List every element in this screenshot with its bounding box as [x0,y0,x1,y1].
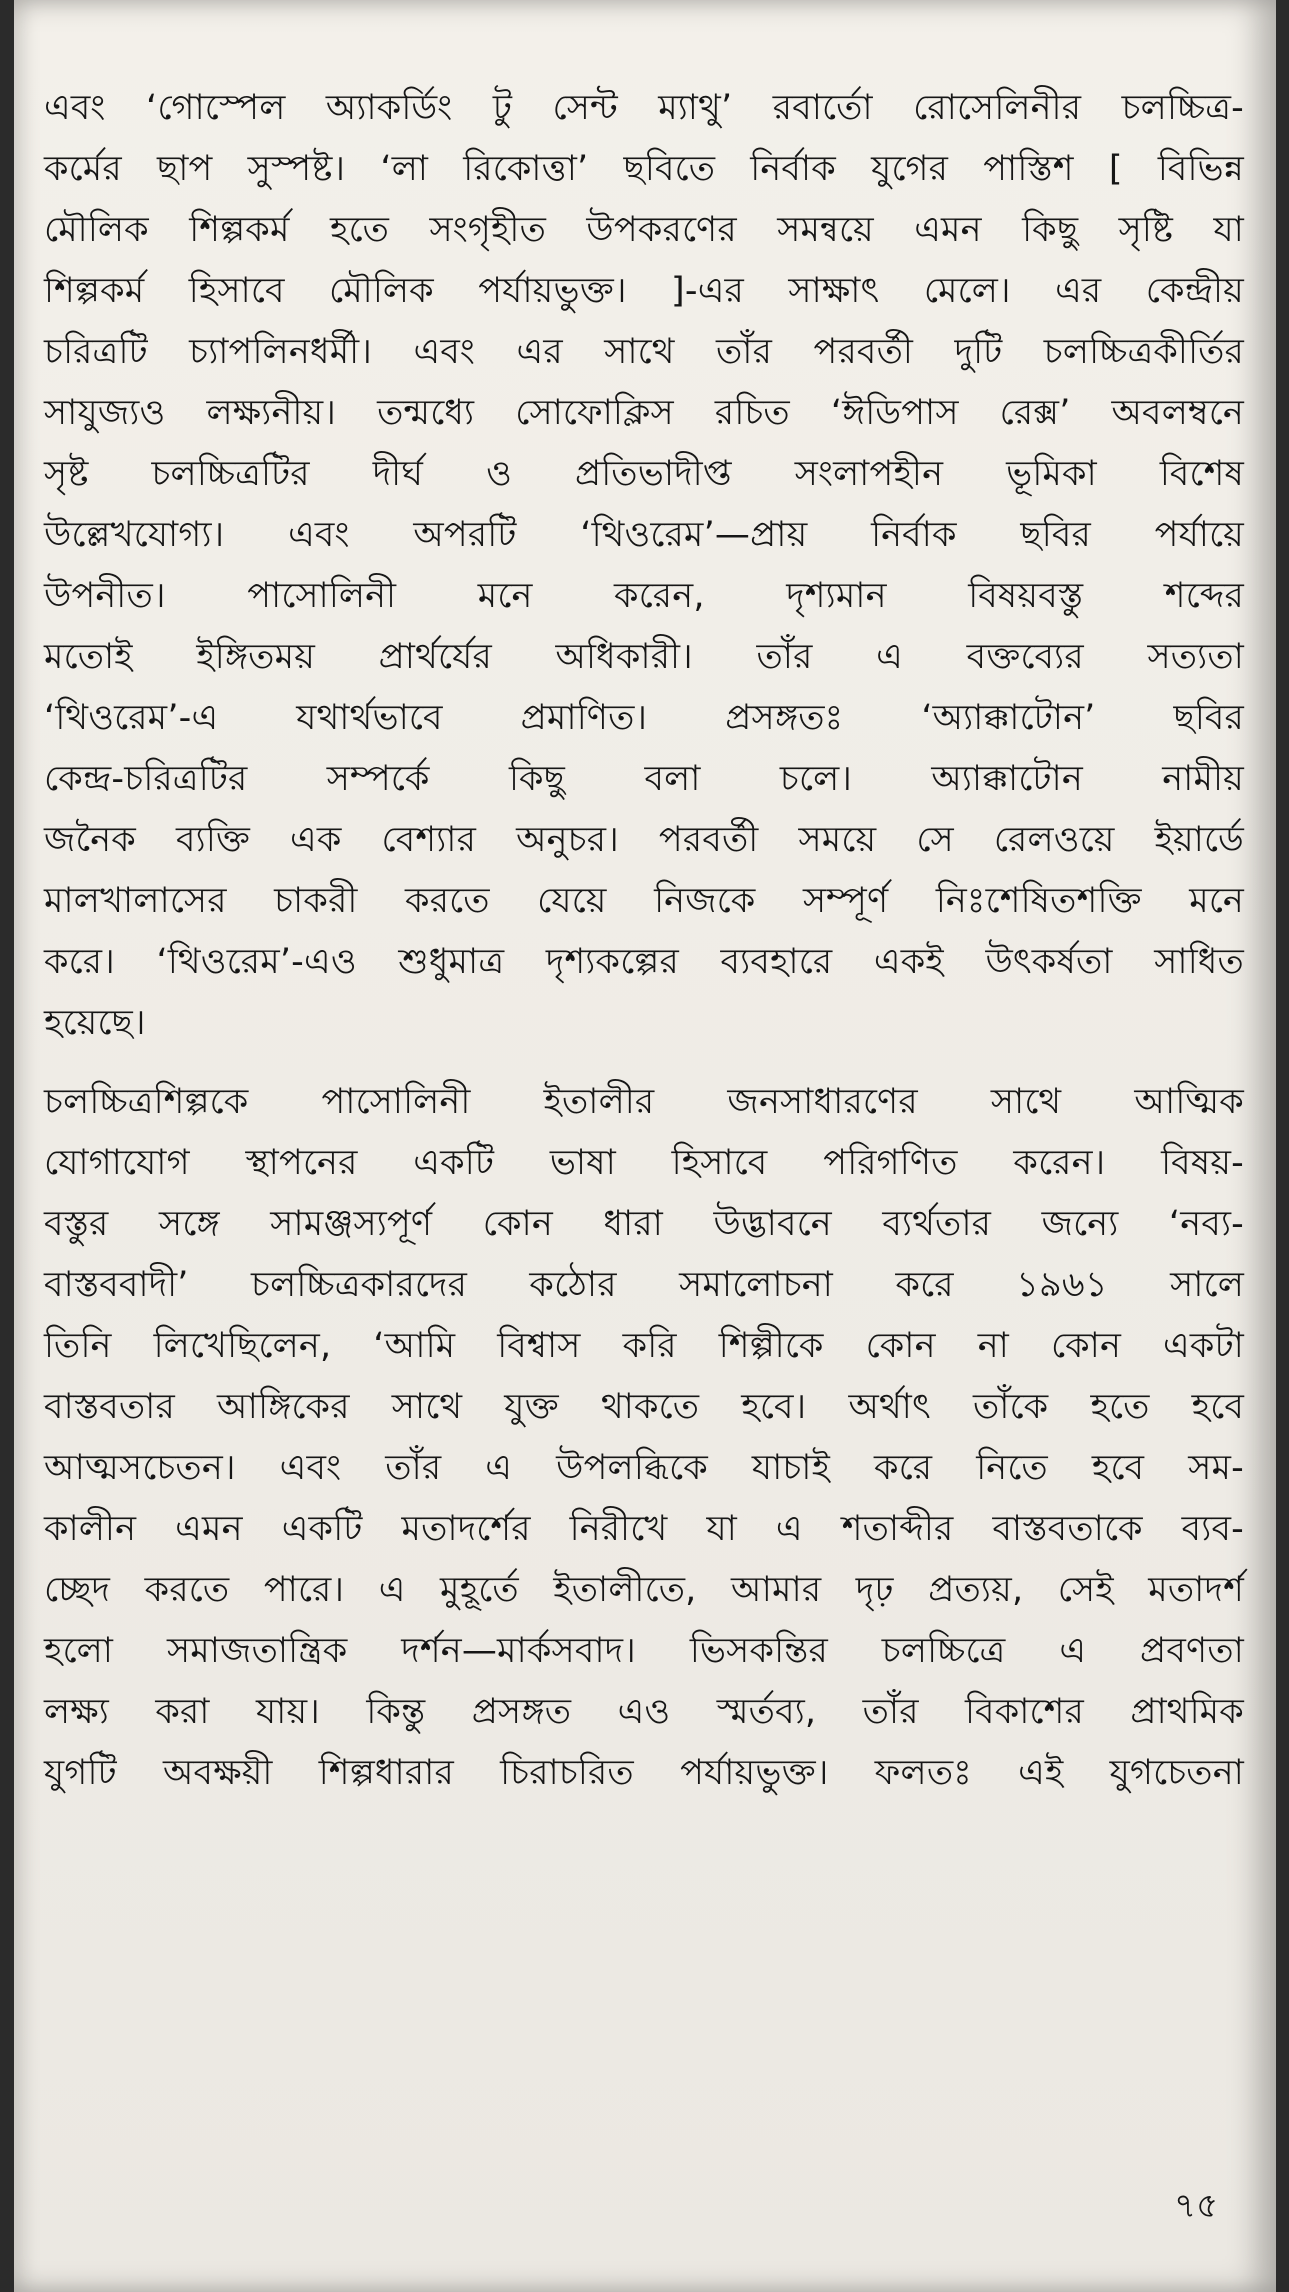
text-line: চরিত্রটি চ্যাপলিনধর্মী। এবং এর সাথে তাঁর পরবর্তী দুটি চলচ্চিত্রকীর্তির [44,332,1244,372]
text-line: সাযুজ্যও লক্ষ্যনীয়। তন্মধ্যে সোফোক্লিস রচিত ‘ঈডিপাস রেক্স’ অবলম্বনে [44,393,1244,433]
text-line: চলচ্চিত্রশিল্পকে পাসোলিনী ইতালীর জনসাধারণের সাথে আত্মিক [44,1082,1244,1122]
paragraph-gap [44,1054,1244,1072]
paragraph-1 [44,78,1244,1054]
text-line: সৃষ্ট চলচ্চিত্রটির দীর্ঘ ও প্রতিভাদীপ্ত সংলাপহীন ভূমিকা বিশেষ [44,454,1244,494]
text-line: উল্লেখযোগ্য। এবং অপরটি ‘থিওরেম’—প্রায় নির্বাক ছবির পর্যায়ে [44,515,1244,555]
text-line: বাস্তববাদী’ চলচ্চিত্রকারদের কঠোর সমালোচনা করে ১৯৬১ সালে [44,1265,1244,1305]
text-line: চ্ছেদ করতে পারে। এ মুহূর্তে ইতালীতে, আমার দৃঢ় প্রত্যয়, সেই মতাদর্শ [44,1570,1244,1610]
text-line: যুগটি অবক্ষয়ী শিল্পধারার চিরাচরিত পর্যায়ভুক্ত। ফলতঃ এই যুগচেতনা [44,1753,1244,1793]
text-line: কর্মের ছাপ সুস্পষ্ট। ‘লা রিকোত্তা’ ছবিতে নির্বাক যুগের পাস্তিশ [ বিভিন্ন [44,149,1244,189]
text-line: বাস্তবতার আঙ্গিকের সাথে যুক্ত থাকতে হবে। অর্থাৎ তাঁকে হতে হবে [44,1387,1244,1427]
book-page [14,0,1276,2292]
text-line: কালীন এমন একটি মতাদর্শের নিরীখে যা এ শতাব্দীর বাস্তবতাকে ব্যব- [44,1509,1244,1549]
text-line: বস্তুর সঙ্গে সামঞ্জস্যপূর্ণ কোন ধারা উদ্ভাবনে ব্যর্থতার জন্যে ‘নব্য- [44,1204,1244,1244]
body-text [44,78,1244,1804]
text-line: ‘থিওরেম’-এ যথার্থভাবে প্রমাণিত। প্রসঙ্গতঃ ‘অ্যাক্কাটোন’ ছবির [44,698,1244,738]
text-line: আত্মসচেতন। এবং তাঁর এ উপলব্ধিকে যাচাই করে নিতে হবে সম- [44,1448,1244,1488]
text-line: হয়েছে। [44,1003,146,1043]
text-line: হলো সমাজতান্ত্রিক দর্শন—মার্কসবাদ। ভিসকন্তির চলচ্চিত্রে এ প্রবণতা [44,1631,1244,1671]
text-line: মৌলিক শিল্পকর্ম হতে সংগৃহীত উপকরণের সমন্বয়ে এমন কিছু সৃষ্টি যা [44,210,1244,250]
text-line: এবং ‘গোস্পেল অ্যাকর্ডিং টু সেন্ট ম্যাথু’ রবার্তো রোসেলিনীর চলচ্চিত্র- [44,88,1244,128]
text-line: জনৈক ব্যক্তি এক বেশ্যার অনুচর। পরবর্তী সময়ে সে রেলওয়ে ইয়ার্ডে [44,820,1244,860]
text-line: মতোই ইঙ্গিতময় প্রার্থর্যের অধিকারী। তাঁর এ বক্তব্যের সত্যতা [44,637,1244,677]
text-line: শিল্পকর্ম হিসাবে মৌলিক পর্যায়ভুক্ত। ]-এর সাক্ষাৎ মেলে। এর কেন্দ্রীয় [44,271,1244,311]
text-line: তিনি লিখেছিলেন, ‘আমি বিশ্বাস করি শিল্পীকে কোন না কোন একটা [44,1326,1244,1366]
page-number: ৭৫ [1174,2186,1219,2226]
text-line: কেন্দ্র-চরিত্রটির সম্পর্কে কিছু বলা চলে। অ্যাক্কাটোন নামীয় [44,759,1244,799]
text-line: মালখালাসের চাকরী করতে যেয়ে নিজকে সম্পূর্ণ নিঃশেষিতশক্তি মনে [44,881,1244,921]
text-line: লক্ষ্য করা যায়। কিন্তু প্রসঙ্গত এও স্মর্তব্য, তাঁর বিকাশের প্রাথমিক [44,1692,1244,1732]
text-line: উপনীত। পাসোলিনী মনে করেন, দৃশ্যমান বিষয়বস্তু শব্দের [44,576,1244,616]
text-line: যোগাযোগ স্থাপনের একটি ভাষা হিসাবে পরিগণিত করেন। বিষয়- [44,1143,1244,1183]
text-line: করে। ‘থিওরেম’-এও শুধুমাত্র দৃশ্যকল্পের ব্যবহারে একই উৎকর্ষতা সাধিত [44,942,1244,982]
paragraph-2 [44,1072,1244,1804]
